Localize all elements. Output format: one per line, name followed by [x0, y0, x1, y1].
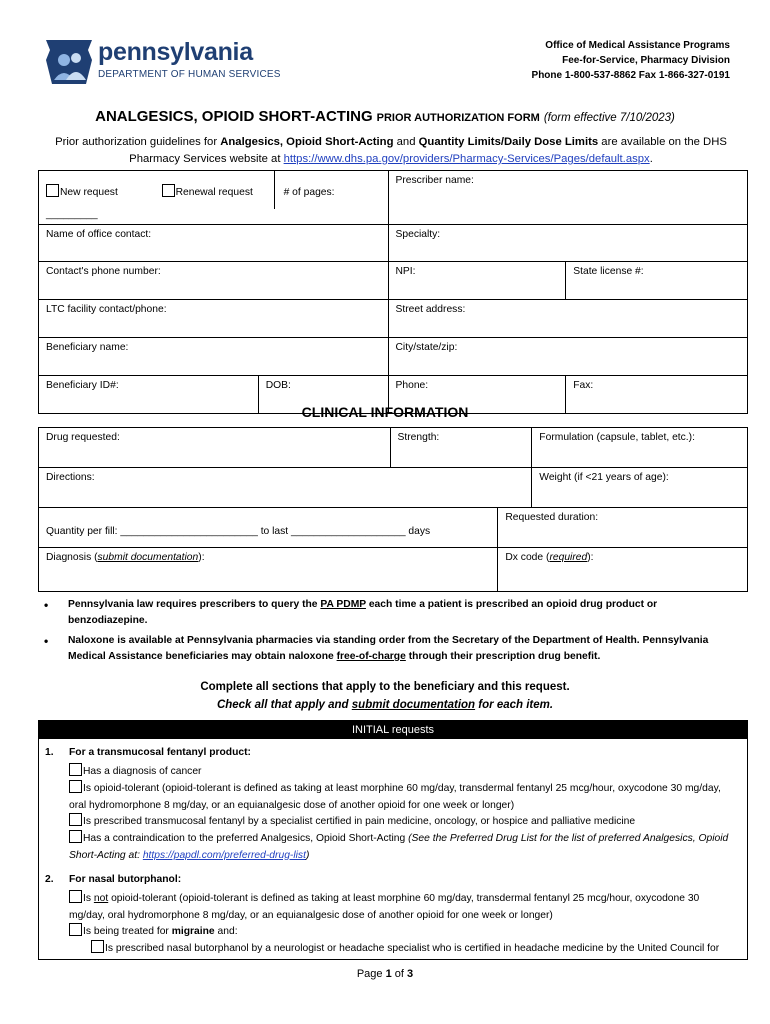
- weight-label: Weight (if <21 years of age):: [539, 472, 669, 483]
- office-line: Office of Medical Assistance Programs: [545, 40, 730, 51]
- note-text: each time a patient is prescribed an opioid drug product or benzodiazepine.: [68, 599, 658, 626]
- instructions-line2: [0, 696, 770, 714]
- pdl-link[interactable]: https://papdl.com/preferred-drug-list: [142, 849, 306, 861]
- dx-code-label-end: ):: [587, 552, 594, 563]
- logo-subtitle: DEPARTMENT OF HUMAN SERVICES: [98, 69, 281, 80]
- form-title: [0, 108, 770, 125]
- contact-phone-label: Contact's phone number:: [46, 266, 161, 277]
- note-text: Pennsylvania law requires prescribers to query the: [68, 599, 321, 610]
- guidelines-part: are available on the DHS Pharmacy Services website at: [129, 136, 727, 165]
- s1-specialist-checkbox[interactable]: [69, 813, 82, 826]
- guidelines-part: .: [649, 153, 653, 165]
- renewal-request-label: Renewal request: [175, 187, 253, 198]
- instructions-line1: Complete all sections that apply to the beneficiary and this request.: [200, 681, 570, 693]
- clinical-info-table: [38, 427, 748, 592]
- city-state-zip-field[interactable]: [388, 338, 748, 376]
- s2-item-not-opioid-tolerant: [69, 890, 734, 924]
- note-text: through their prescription drug benefit.: [405, 651, 601, 662]
- page-footer: [0, 968, 770, 980]
- item-note: (See the Preferred Drug List for the list of preferred Analgesics, Opioid Short-Acting at:: [69, 833, 729, 861]
- title-main: ANALGESICS, OPIOID SHORT-ACTING: [95, 108, 373, 125]
- guidelines-part: and: [393, 136, 419, 148]
- diagnosis-field[interactable]: [39, 548, 498, 592]
- street-address-label: Street address:: [395, 304, 466, 315]
- state-license-label: State license #:: [573, 266, 644, 277]
- division-line: Fee-for-Service, Pharmacy Division: [562, 55, 730, 66]
- directions-label: Directions:: [46, 472, 95, 483]
- strength-field[interactable]: [390, 428, 532, 468]
- s1-opioid-tolerant-checkbox[interactable]: [69, 780, 82, 793]
- pdmp-link: PA PDMP: [320, 599, 366, 610]
- clinical-information-heading: CLINICAL INFORMATION: [301, 404, 469, 420]
- item-label: Is prescribed transmucosal fentanyl by a specialist certified in pain medicine, oncology, or hospice and palliative medicine: [83, 816, 636, 827]
- item-label: Is prescribed nasal butorphanol by a neurologist or headache specialist who is certified in headache medicine by the United Council for: [105, 943, 720, 954]
- page-total: 3: [407, 968, 414, 980]
- drug-requested-field[interactable]: [39, 428, 391, 468]
- diagnosis-note: submit documentation: [97, 552, 199, 563]
- section-number: 2.: [45, 874, 54, 885]
- formulation-field[interactable]: [532, 428, 748, 468]
- ltc-contact-label: LTC facility contact/phone:: [46, 304, 167, 315]
- naloxone-note: [38, 633, 738, 665]
- initial-requests-section: [38, 720, 748, 960]
- instructions: [0, 678, 770, 714]
- instructions-text: for each item.: [475, 699, 554, 711]
- item-label: opioid-tolerant (opioid-tolerant is defined as taking at least morphine 60 mg/day, transdermal fentanyl 25 mcg/hour, oxycodone 30 mg/day, oral hydromorphone 8 mg/day, or an equianalgesic dose of another opioid for one week or longer): [69, 893, 700, 921]
- strength-label: Strength:: [397, 432, 440, 443]
- state-license-field[interactable]: [566, 262, 748, 300]
- city-state-zip-label: City/state/zip:: [395, 342, 458, 353]
- beneficiary-id-label: Beneficiary ID#:: [46, 380, 119, 391]
- section-heading: For a transmucosal fentanyl product:: [69, 747, 251, 758]
- new-request-label: New request: [60, 187, 118, 198]
- diagnosis-label-end: ):: [198, 552, 205, 563]
- logo-title: pennsylvania: [98, 38, 253, 66]
- num-pages-field[interactable]: # of pages: _________: [46, 187, 335, 220]
- specialty-label: Specialty:: [395, 229, 441, 240]
- contact-phone-field[interactable]: [39, 262, 389, 300]
- npi-field[interactable]: [388, 262, 566, 300]
- page-number: 1: [385, 968, 392, 980]
- guidelines-part: Prior authorization guidelines for: [55, 136, 221, 148]
- s1-contraindication-checkbox[interactable]: [69, 830, 82, 843]
- quantity-field[interactable]: [39, 508, 498, 548]
- diagnosis-label: Diagnosis (: [46, 552, 98, 563]
- guidelines-bold: Analgesics, Opioid Short-Acting: [220, 136, 394, 148]
- renewal-request-checkbox[interactable]: [162, 184, 175, 197]
- s2-item-migraine: [69, 923, 734, 941]
- directions-field[interactable]: [39, 468, 532, 508]
- s2-neurologist-checkbox[interactable]: [91, 940, 104, 953]
- ltc-contact-field[interactable]: [39, 300, 389, 338]
- guidelines-bold: Quantity Limits/Daily Dose Limits: [418, 136, 599, 148]
- request-info-table: [38, 170, 748, 414]
- request-type-cell: [39, 171, 389, 225]
- phone-fax-line: Phone 1-800-537-8862 Fax 1-866-327-0191: [531, 70, 730, 81]
- item-note-end: ): [305, 849, 310, 861]
- npi-label: NPI:: [395, 266, 416, 277]
- note-text: Naloxone is available at Pennsylvania pharmacies via standing order from the Secretary of the Department of Health. Pennsylvania Medical Assistance beneficiaries may obtain naloxone: [68, 635, 709, 662]
- dhs-logo: [44, 36, 284, 86]
- s1-item-cancer: [69, 763, 734, 781]
- prescriber-name-label: Prescriber name:: [395, 175, 474, 186]
- section-heading: For nasal butorphanol:: [69, 874, 182, 885]
- guidelines-text: [46, 134, 736, 168]
- dhs-pharmacy-link[interactable]: https://www.dhs.pa.gov/providers/Pharmacy-Services/Pages/default.aspx: [283, 153, 650, 165]
- street-address-field[interactable]: [388, 300, 748, 338]
- phone-label: Phone:: [395, 380, 429, 391]
- prescriber-name-field[interactable]: [388, 171, 748, 225]
- beneficiary-name-label: Beneficiary name:: [46, 342, 129, 353]
- item-label: Has a diagnosis of cancer: [83, 766, 202, 777]
- initial-requests-header: INITIAL requests: [39, 721, 747, 739]
- beneficiary-name-field[interactable]: [39, 338, 389, 376]
- instructions-text: Check all that apply and: [216, 699, 352, 711]
- formulation-label: Formulation (capsule, tablet, etc.):: [539, 432, 695, 443]
- requested-duration-label: Requested duration:: [505, 512, 599, 523]
- s1-item-opioid-tolerant: [69, 780, 734, 814]
- office-contact-label: Name of office contact:: [46, 229, 152, 240]
- item-label: and:: [214, 926, 238, 937]
- item-emphasis: migraine: [171, 926, 215, 937]
- important-notes: [38, 597, 738, 669]
- s2-migraine-checkbox[interactable]: [69, 923, 82, 936]
- s1-item-contraindication: [69, 830, 734, 864]
- office-info: [532, 38, 730, 83]
- drug-requested-label: Drug requested:: [46, 432, 120, 443]
- weight-field[interactable]: [532, 468, 748, 508]
- pdmp-note: [38, 597, 738, 629]
- dx-code-label: Dx code (: [505, 552, 550, 563]
- s1-item-specialist: [69, 813, 734, 831]
- free-of-charge-text: free-of-charge: [336, 651, 406, 662]
- dob-label: DOB:: [265, 380, 291, 391]
- item-emphasis: not: [93, 893, 109, 904]
- fax-label: Fax:: [573, 380, 594, 391]
- dx-code-field[interactable]: [498, 548, 748, 592]
- specialty-field[interactable]: [388, 225, 748, 262]
- s2-not-opioid-tolerant-checkbox[interactable]: [69, 890, 82, 903]
- section-number: 1.: [45, 747, 54, 758]
- quantity-label: Quantity per fill: ________________________ to last ____________________ days: [46, 526, 431, 537]
- title-suffix: PRIOR AUTHORIZATION FORM: [376, 112, 540, 124]
- dx-code-note: required: [549, 552, 588, 563]
- item-label: Is: [83, 893, 94, 904]
- item-label: Is opioid-tolerant (opioid-tolerant is defined as taking at least morphine 60 mg/day, transdermal fentanyl 25 mcg/hour, oxycodone 30 mg/day, oral hydromorphone 8 mg/day, or an equianalgesic dose of another opioid for one week or longer): [69, 783, 721, 811]
- item-label: Is being treated for: [83, 926, 172, 937]
- new-request-checkbox[interactable]: [46, 184, 59, 197]
- s2-item-neurologist: [91, 940, 731, 958]
- requested-duration-field[interactable]: [498, 508, 748, 548]
- title-effective: (form effective 7/10/2023): [543, 112, 675, 124]
- item-label: Has a contraindication to the preferred Analgesics, Opioid Short-Acting: [83, 833, 409, 844]
- footer-text: Page: [356, 968, 386, 980]
- s1-cancer-checkbox[interactable]: [69, 763, 82, 776]
- footer-text: of: [391, 968, 408, 980]
- office-contact-field[interactable]: [39, 225, 389, 262]
- keystone-logo-icon: [44, 36, 94, 86]
- instructions-underline: submit documentation: [351, 699, 476, 711]
